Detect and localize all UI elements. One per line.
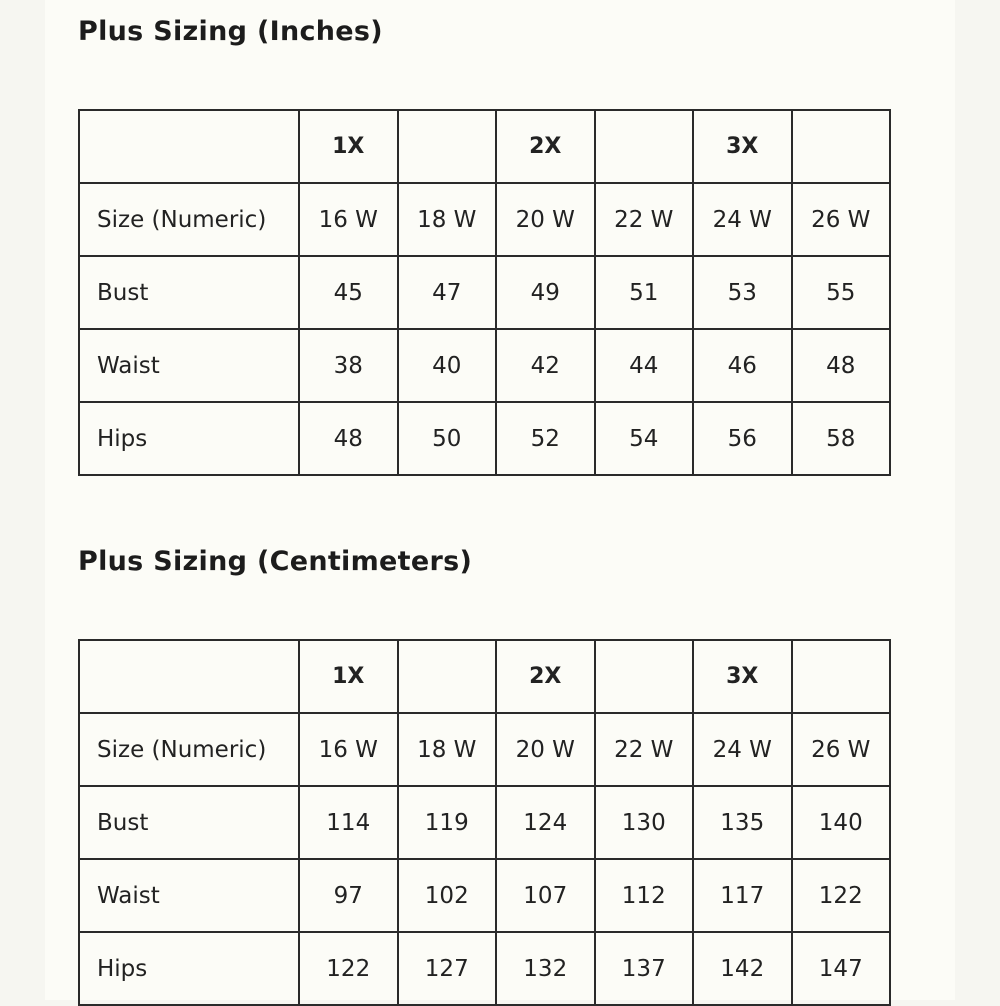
centimeters-section-title: Plus Sizing (Centimeters) <box>78 546 473 577</box>
table-row <box>79 256 890 329</box>
header-cell: 2X <box>496 640 595 713</box>
table-cell: 55 <box>792 256 891 329</box>
row-label: Size (Numeric) <box>79 183 299 256</box>
row-label: Size (Numeric) <box>79 713 299 786</box>
table-cell: 147 <box>792 932 891 1005</box>
table-cell: 42 <box>496 329 595 402</box>
table-cell: 124 <box>496 786 595 859</box>
table-header-row <box>79 640 890 713</box>
row-label: Bust <box>79 256 299 329</box>
table-cell: 53 <box>693 256 792 329</box>
table-cell: 26 W <box>792 183 891 256</box>
table-cell: 130 <box>595 786 694 859</box>
table-cell: 58 <box>792 402 891 475</box>
table-cell: 140 <box>792 786 891 859</box>
table-cell: 117 <box>693 859 792 932</box>
table-cell: 97 <box>299 859 398 932</box>
centimeters-size-table <box>78 639 891 1006</box>
table-cell: 122 <box>792 859 891 932</box>
header-cell <box>595 110 694 183</box>
table-cell: 16 W <box>299 713 398 786</box>
table-header-row <box>79 110 890 183</box>
header-cell <box>792 110 891 183</box>
header-cell: 3X <box>693 640 792 713</box>
table-cell: 18 W <box>398 183 497 256</box>
header-cell <box>79 110 299 183</box>
table-cell: 102 <box>398 859 497 932</box>
table-cell: 22 W <box>595 183 694 256</box>
table-cell: 20 W <box>496 183 595 256</box>
table-row <box>79 786 890 859</box>
table-cell: 56 <box>693 402 792 475</box>
table-cell: 48 <box>299 402 398 475</box>
table-cell: 16 W <box>299 183 398 256</box>
row-label: Hips <box>79 932 299 1005</box>
header-cell: 3X <box>693 110 792 183</box>
table-cell: 26 W <box>792 713 891 786</box>
table-cell: 137 <box>595 932 694 1005</box>
table-cell: 54 <box>595 402 694 475</box>
table-cell: 52 <box>496 402 595 475</box>
inches-section-title: Plus Sizing (Inches) <box>78 16 383 47</box>
header-cell: 1X <box>299 640 398 713</box>
table-cell: 40 <box>398 329 497 402</box>
table-cell: 44 <box>595 329 694 402</box>
header-cell <box>398 640 497 713</box>
table-row <box>79 932 890 1005</box>
table-cell: 24 W <box>693 183 792 256</box>
header-cell: 1X <box>299 110 398 183</box>
table-cell: 114 <box>299 786 398 859</box>
table-cell: 45 <box>299 256 398 329</box>
header-cell <box>792 640 891 713</box>
header-cell: 2X <box>496 110 595 183</box>
row-label: Waist <box>79 859 299 932</box>
table-cell: 122 <box>299 932 398 1005</box>
row-label: Hips <box>79 402 299 475</box>
table-cell: 18 W <box>398 713 497 786</box>
header-cell <box>398 110 497 183</box>
table-cell: 50 <box>398 402 497 475</box>
table-cell: 38 <box>299 329 398 402</box>
table-cell: 48 <box>792 329 891 402</box>
table-cell: 112 <box>595 859 694 932</box>
table-cell: 46 <box>693 329 792 402</box>
table-cell: 132 <box>496 932 595 1005</box>
table-cell: 142 <box>693 932 792 1005</box>
table-cell: 51 <box>595 256 694 329</box>
table-cell: 135 <box>693 786 792 859</box>
table-cell: 22 W <box>595 713 694 786</box>
header-cell <box>79 640 299 713</box>
table-cell: 24 W <box>693 713 792 786</box>
table-cell: 20 W <box>496 713 595 786</box>
table-cell: 49 <box>496 256 595 329</box>
row-label: Waist <box>79 329 299 402</box>
table-row <box>79 329 890 402</box>
table-cell: 107 <box>496 859 595 932</box>
table-cell: 47 <box>398 256 497 329</box>
table-cell: 127 <box>398 932 497 1005</box>
table-row <box>79 713 890 786</box>
header-cell <box>595 640 694 713</box>
row-label: Bust <box>79 786 299 859</box>
inches-size-table <box>78 109 891 476</box>
table-row <box>79 859 890 932</box>
table-row <box>79 183 890 256</box>
table-row <box>79 402 890 475</box>
table-cell: 119 <box>398 786 497 859</box>
